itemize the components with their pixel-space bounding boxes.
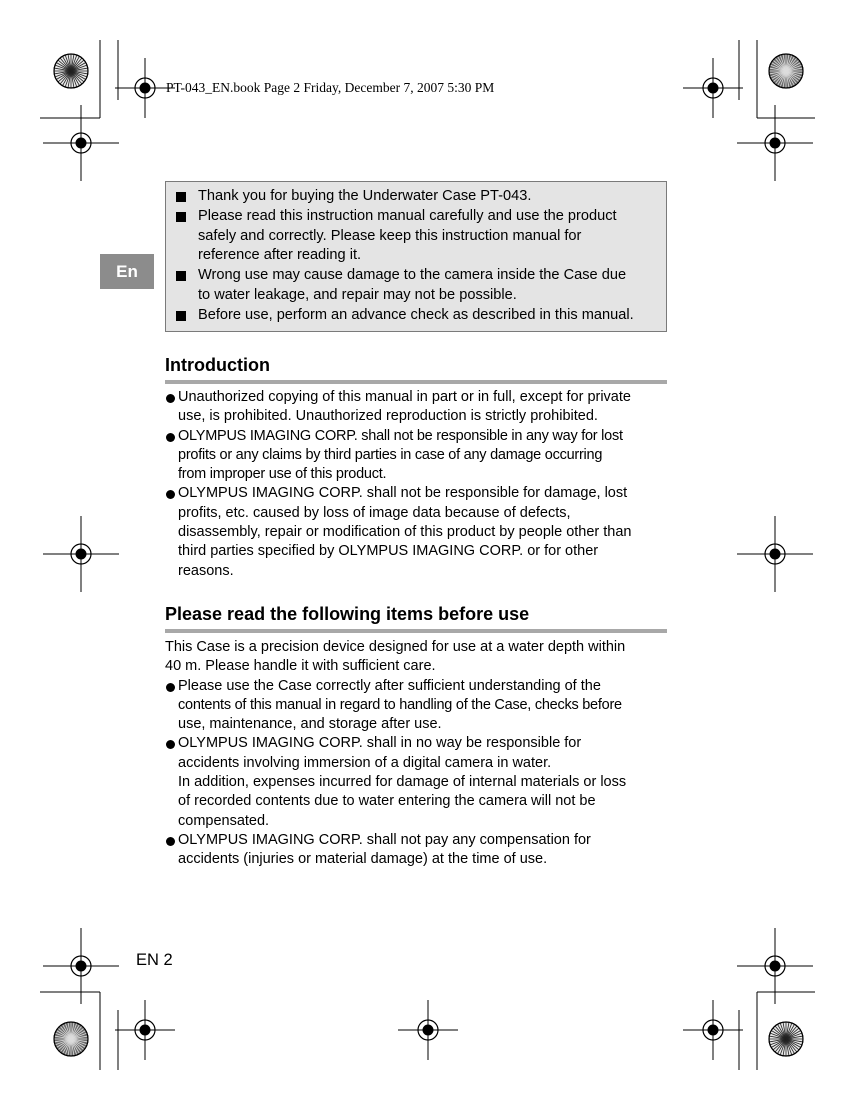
- before-use-section: [165, 638, 670, 870]
- list-item: Please use the Case correctly after sufficient understanding of the contents of this manual in regard to handling of the Case, checks before use, maintenance, and storage after use.: [165, 677, 670, 735]
- list-item: Unauthorized copying of this manual in part or in full, except for private use, is prohibited. Unauthorized reproduction is strictly prohibited.: [165, 388, 670, 427]
- notice-item: [176, 306, 660, 326]
- list-item: OLYMPUS IMAGING CORP. shall in no way be responsible for accidents involving immersion of a digital camera in water. In addition, expenses incurred for damage of internal materials or loss of recorded contents due to water entering the camera will not be compensated.: [165, 734, 670, 830]
- registration-mark-icon: [115, 1000, 175, 1060]
- color-target-icon: [769, 1022, 803, 1056]
- color-target-icon: [54, 1022, 88, 1056]
- page-number: EN 2: [136, 951, 173, 969]
- registration-mark-icon: [398, 1000, 458, 1060]
- registration-mark-icon: [43, 105, 119, 181]
- notice-item: [176, 187, 660, 207]
- bullet-dot-icon: [166, 740, 175, 749]
- before-use-intro: This Case is a precision device designed for use at a water depth within 40 m. Please handle it with sufficient care.: [165, 639, 626, 675]
- notice-item: [176, 266, 660, 306]
- print-slug: PT-043_EN.book Page 2 Friday, December 7, 2007 5:30 PM: [166, 80, 495, 95]
- bullet-dot-icon: [166, 837, 175, 846]
- before-use-heading: Please read the following items before use: [165, 604, 667, 633]
- notice-text: Wrong use may cause damage to the camera inside the Case due to water leakage, and repair may not be possible.: [198, 267, 627, 303]
- bullet-dot-icon: [166, 433, 175, 442]
- list-item: OLYMPUS IMAGING CORP. shall not be responsible in any way for lost profits or any claims by third parties in case of any damage occurring from improper use of this product.: [165, 427, 670, 485]
- notice-text: Please read this instruction manual carefully and use the product safely and correctly. Please keep this instruction manual for reference after reading it.: [198, 207, 617, 264]
- list-item: OLYMPUS IMAGING CORP. shall not pay any compensation for accidents (injuries or material damage) at the time of use.: [165, 831, 670, 870]
- registration-mark-icon: [737, 105, 813, 181]
- language-tab: En: [100, 254, 154, 289]
- square-bullet-icon: [176, 212, 186, 222]
- registration-mark-icon: [43, 928, 119, 1004]
- registration-mark-icon: [737, 516, 813, 592]
- square-bullet-icon: [176, 271, 186, 281]
- introduction-heading: Introduction: [165, 355, 667, 384]
- registration-mark-icon: [683, 58, 743, 118]
- registration-mark-icon: [43, 516, 119, 592]
- list-item: OLYMPUS IMAGING CORP. shall not be responsible for damage, lost profits, etc. caused by loss of image data because of defects, disassembly, repair or modification of this product by people other than third parties specified by OLYMPUS IMAGING CORP. or for other reasons.: [165, 484, 670, 580]
- notice-text: Before use, perform an advance check as described in this manual.: [198, 306, 634, 323]
- color-target-icon: [54, 54, 88, 88]
- color-target-icon: [769, 54, 803, 88]
- bullet-dot-icon: [166, 394, 175, 403]
- registration-mark-icon: [683, 1000, 743, 1060]
- notice-item: [176, 207, 660, 266]
- registration-mark-icon: [737, 928, 813, 1004]
- notice-box: [165, 181, 667, 332]
- square-bullet-icon: [176, 311, 186, 321]
- bullet-dot-icon: [166, 683, 175, 692]
- introduction-list: [165, 388, 670, 581]
- square-bullet-icon: [176, 192, 186, 202]
- bullet-dot-icon: [166, 490, 175, 499]
- notice-text: Thank you for buying the Underwater Case PT-043.: [198, 188, 532, 204]
